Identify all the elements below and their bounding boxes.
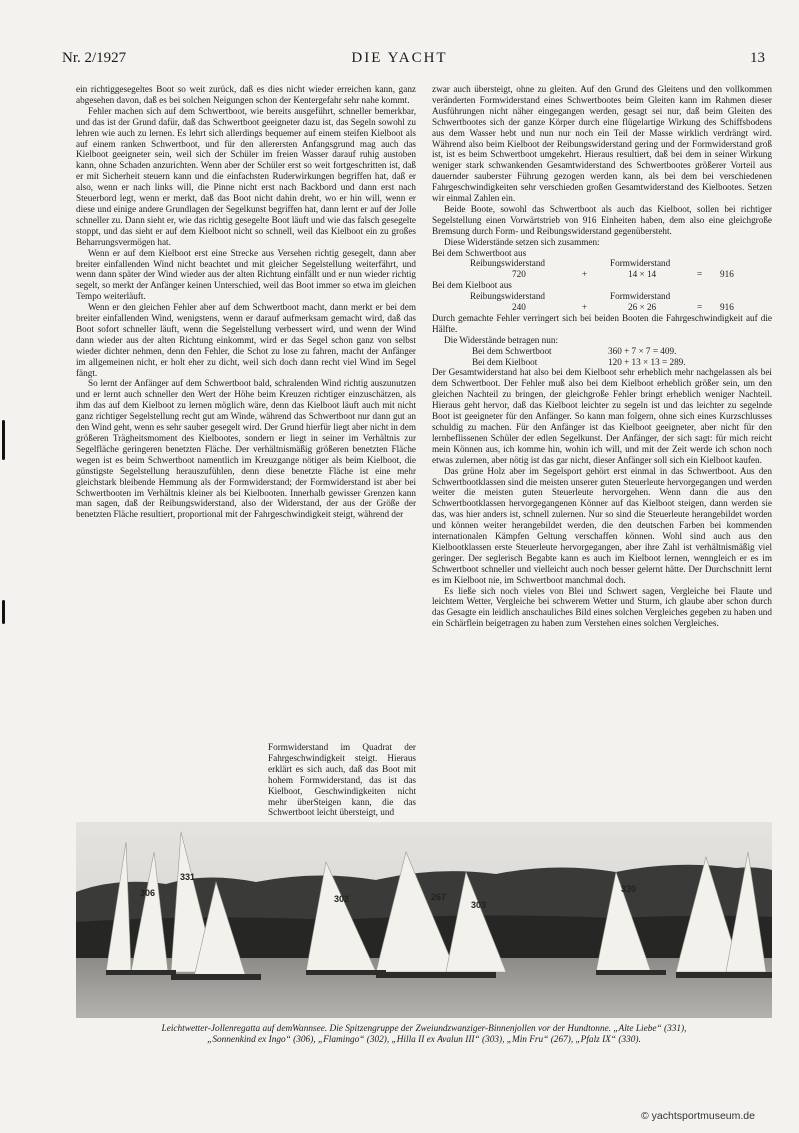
sail-number: 330 — [621, 884, 637, 894]
calc-result-intro: Die Widerstände betragen nun: — [444, 334, 559, 345]
sail-number: 306 — [140, 888, 156, 898]
copyright-icon: © — [641, 1110, 649, 1122]
calc-result-value: 120 + 13 × 13 = 289. — [608, 356, 686, 367]
article-column-left-tail — [268, 742, 416, 818]
calc-total: 916 — [720, 302, 734, 313]
calc-total: 916 — [720, 269, 734, 280]
article-column-right — [432, 84, 772, 804]
calc-friction-label: Reibungswiderstand — [470, 291, 546, 302]
calc-value: 720 — [512, 269, 526, 280]
calc-operator: = — [697, 302, 703, 313]
photo-caption — [76, 1024, 772, 1046]
paragraph: Fehler machen sich auf dem Schwertboot, wie bereits ausgeführt, schneller bemerkbar, und das ist der Grund dafür, daß das Schwertboot geeigneter dazu ist, das Segeln sowohl zu lehren wie auch zu lernen. Es lehrt sich allerdings bequemer auf einem steifen Kielboot als auf einem ranken Schwertboot, und für den allerersten Anfangsgrund mag auch das Kielboot geeigneter sein, weil sich der Schüler im freien Wasser darauf ruhig austoben kann, ohne Schaden anzurichten. Wenn aber der Schüler erst so weit fortgeschritten ist, daß er mit Sicherheit steuern kann und die einfachsten Ruderwirkungen begriffen hat, daß er also, wenn er nach links will, die Pinne nicht erst nach Backbord und dann erst nach Steuerbord legt, wenn er merkt, daß das Boot nicht dahin dreht, wo er hin will, wenn er diese und einige andere Grundlagen der Segelkunst begriffen hat, dann lernt er auf der Jolle schneller zu. Dann sieht er, wie das richtig gesegelte Boot läuft und wie das falsch gesegelte stoppt, und das sieht er auf dem Kielboot nicht so schnell, weil das Kielboot ein zu großes Beharrungsvermögen hat. — [76, 105, 416, 247]
article-column-left — [76, 84, 416, 742]
paragraph: Wenn er auf dem Kielboot erst eine Strecke aus Versehen richtig gesegelt, dann aber breiter einfallenden Wind nicht beachtet und mit gleicher Segelstellung weiterfährt, und wenn dann später der Wind wieder aus der alten Richtung einfällt und er nun wieder richtig segelt, so merkt der Anfänger keinen Unterschied, weil das Boot immer so etwa im gleichen Tempo weiterläuft. — [76, 247, 416, 302]
regatta-photo — [76, 822, 772, 1018]
calc-result-value: 360 + 7 × 7 = 409. — [608, 345, 677, 356]
watermark — [641, 1110, 755, 1122]
calc-intro: Diese Widerstände setzen sich zusammen: — [444, 236, 600, 247]
paragraph: So lernt der Anfänger auf dem Schwertboot bald, schralenden Wind richtig auszunutzen und er lernt auch schneller den Wert der Höhe beim Kreuzen richtiger einzuschätzen, als ihm das auf dem Kielboot zu lernen möglich wäre, denn das Kielboot läuft auch mit nicht ganz richtiger Segelstellung recht gut am Winde, während das Schwertboot nur dann gut an den Wind geht, wenn es sehr sauber gesegelt wird. Der Grund hierfür liegt aber nicht in dem größeren Trägheitsmoment des Kielbootes, sondern er liegt in seiner im Verhältnis zur Segelfläche geringeren benetzten Fläche. Der verhältnismäßig größeren benetzten Fläche wegen ist es beim Schwertboot namentlich im Kreuzgange nötiger als beim Kielboot, die günstigste Segelstellung herauszufühlen, denn diese benetzte Fläche ist eine mehr gleichstark bleibende Hemmung als der Formwiderstand; der Formwiderstand ist aber bei Schwertbooten im Verhältnis kleiner als bei Kielbooten. Innerhalb gewisser Grenzen kann man sagen, daß der Reibungswiderstand, also der Widerstand, der aus der Größe der benetzten Fläche resultiert, proportional mit der Fahrgeschwindigkeit steigt, während der — [76, 378, 416, 520]
watermark-text: yachtsportmuseum.de — [651, 1110, 755, 1122]
calc-operator: + — [582, 302, 588, 313]
calc-value: 26 × 26 — [628, 302, 657, 313]
paragraph: Der Gesamtwiderstand hat also bei dem Kielboot sehr erheblich mehr nachgelassen als bei dem Schwertboot. Der Fehler muß also bei dem Kielboot erheblich größer sein, um den gleichen Nachteil zu bringen, der gleichgroße Fehler bringt erheblich weniger Nachteil. Hieraus geht hervor, daß das Kielboot leichter zu segeln ist und das leichter zu segelnde Boot ist geeigneter für den Anfänger. So kann man folgern, ohne sich eines Kurzschlusses schuldig zu machen. Für den Anfänger ist das Kielboot geeigneter, aber nicht für den lernbeflissenen Schüler der edlen Segelkunst. Der Anfänger, der sich sagt: für mich reicht mein Können aus, ich komme hin, wohin ich will, und mit der Zeit werde ich schon noch etwas zulernen, aber nötig ist das gar nicht, dieser Anfänger soll sich ein Kielboot kaufen. — [432, 367, 772, 465]
magazine-title: DIE YACHT — [351, 50, 448, 66]
caption-line: „Sonnenkind ex Ingo“ (306), „Flamingo“ (302), „Hilla II ex Avalun III“ (303), „Min Fru“ (267), „Pfalz IX“ (330). — [207, 1035, 641, 1045]
calc-operator: + — [582, 269, 588, 280]
paragraph: ein richtiggesegeltes Boot so weit zurück, daß es dies nicht wieder erreichen kann, ganz abgesehen davon, daß es bei solchen Neigungen schon der Kentergefahr sehr nahe kommt. — [76, 84, 416, 105]
paragraph: Beide Boote, sowohl das Schwertboot als auch das Kielboot, sollen bei richtiger Segelstellung einen Vorwärtstrieb von 916 Einheiten haben, dem also eine gleichgroße Bremsung durch Form- und Reibungswiderstand gegenübersteht. — [432, 203, 772, 236]
paragraph: zwar auch übersteigt, ohne zu gleiten. Auf den Grund des Gleitens und den vollkommen veränderten Formwiderstand eines Schwertbootes beim Gleiten kann im Rahmen dieser Ausführungen nicht näher eingegangen werden, gesagt sei nur, daß beim Gleiten des Schwertbootes sich der ganze Körper durch eine flügelartige Wirkung des Schiffsbodens aus dem Wasser hebt und nun nur noch ein Teil der Masse wirklich verdrängt wird. Während also beim Kielboot der Reibungswiderstand gering und der Formwiderstand groß ist, ist es beim Schwertboot umgekehrt. Hieraus resultiert, daß bei dem in seiner Wirkung weniger stark schwankenden Gesamtwiderstand des Schwertbootes größerer Vorteil aus dauernder sauberster Führung gezogen werden kann, als bei dem bei verschiedenen Fahrgeschwindigkeiten sehr verschieden großen Gesamtwiderstand des Kielbootes. Setzen wir einmal Zahlen ein. — [432, 84, 772, 204]
page-number: 13 — [750, 50, 765, 66]
paragraph: Wenn er den gleichen Fehler aber auf dem Schwertboot macht, dann merkt er bei dem breiter einfallenden Wind, wenigstens, wenn er darauf aufmerksam gemacht wird, daß das Boot sofort schneller läuft, wenn die Segelstellung verbessert wird, und wenn der Wind dann wieder aus der alten Richtung einkommt, wird er das Segel schon ganz von selbst wieder dichter nehmen, denn den Fehler, die Schot zu lose zu fahren, macht der Anfänger im allgemeinen nicht, er holt eher zu dicht, weil sich doch dann recht viel Wind im Segel fängt. — [76, 302, 416, 378]
resistance-calculation — [432, 237, 772, 368]
calc-schwert-label: Bei dem Schwertboot aus — [432, 247, 527, 258]
paragraph: Formwiderstand im Quadrat der Fahrgeschwindigkeit steigt. Hieraus erklärt es sich auch, daß das Boot mit hohem Formwiderstand, das ist das Kielboot, Geschwindigkeiten nicht mehr überSteigen kann, die das Schwertboot leicht übersteigt, und — [268, 742, 416, 818]
calc-operator: = — [697, 269, 703, 280]
paragraph: Das grüne Holz aber im Segelsport gehört erst einmal in das Schwertboot. Aus den Schwertbootklassen sind die meisten unserer guten Steuerleute hervorgegangen und werden weiter die meisten guten Steuerleute hervorgehen. Wenn dann die aus den Schwertbootklassen hervorgegangenen Könner auf das Kielboot steigen, dann werden sie das, was hier anders ist, schnell zulernen. Nur so sind die Steuerleute herangebildet worden und können weiter herangebildet werden, die den deutschen Farben bei kommenden internationalen Kämpfen Geltung verschaffen können. Wohl sind auch aus den Kielbootklassen erste Steuerleute hervorgegangen, aber ihre Zahl ist verhältnismäßig viel geringer. Der seglerisch Begabte kann es auch im Kielboot lernen, wenngleich er es im Schwertboot schneller und vielleicht auch noch besser gelernt hätte. Der Durchschnitt lernt es im Kielboot nie, im Schwertboot manchmal doch. — [432, 465, 772, 585]
sail-number: 302 — [334, 894, 350, 904]
calc-value: 14 × 14 — [628, 269, 657, 280]
calc-note: Durch gemachte Fehler verringert sich bei beiden Booten die Fahrgeschwindigkeit auf die Hälfte. — [432, 312, 772, 334]
calc-friction-label: Reibungswiderstand — [470, 258, 546, 269]
paragraph: Es ließe sich noch vieles von Blei und Schwert sagen, Vergleiche bei Flaute und leichtem Wetter, Vergleiche bei schwerem Wetter und Sturm, ich glaube aber schon durch das Gesagte ein leidlich anschauliches Bild eines solchen Vergleiches gegeben zu haben und ein Schärflein beigetragen zu haben zum Verstehen eines solchen Vergleiches. — [432, 585, 772, 629]
issue-number: Nr. 2/1927 — [62, 50, 127, 66]
calc-kiel-label: Bei dem Kielboot aus — [432, 280, 512, 291]
scan-edge-mark — [2, 420, 5, 460]
calc-form-label: Formwiderstand — [610, 258, 671, 269]
regatta-photo-illustration — [76, 822, 772, 1018]
sail-number: 267 — [431, 892, 447, 902]
scan-edge-mark — [2, 600, 5, 624]
calc-value: 240 — [512, 302, 526, 313]
sail-number: 303 — [471, 900, 487, 910]
caption-line: Leichtwetter-Jollenregatta auf demWannsee. Die Spitzengruppe der Zweiundzwanziger-Binnenjollen vor der Hundtonne. „Alte Liebe“ (331), — [161, 1024, 687, 1034]
calc-result-label: Bei dem Kielboot — [472, 356, 538, 367]
calc-form-label: Formwiderstand — [610, 291, 671, 302]
calc-result-label: Bei dem Schwertboot — [472, 345, 552, 356]
sail-number: 331 — [180, 872, 196, 882]
